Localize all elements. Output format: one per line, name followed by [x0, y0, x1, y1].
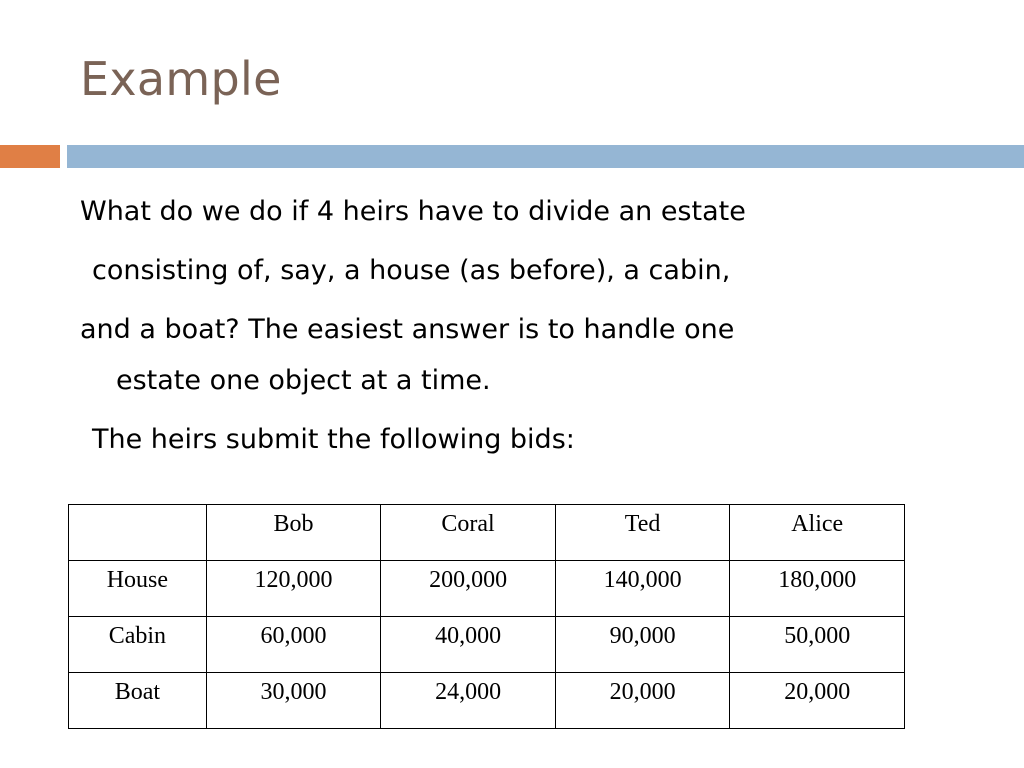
- table-cell: 30,000: [206, 673, 381, 729]
- table-header-row: [69, 505, 905, 561]
- table-row: [69, 617, 905, 673]
- table-cell: 120,000: [206, 561, 381, 617]
- table-cell: 20,000: [730, 673, 905, 729]
- table-header-cell: [69, 505, 207, 561]
- table-cell: 90,000: [555, 617, 730, 673]
- table-cell: 60,000: [206, 617, 381, 673]
- paragraph-line: and a boat? The easiest answer is to handle one: [80, 314, 735, 345]
- paragraph-line: consisting of, say, a house (as before), a cabin,: [92, 255, 731, 286]
- table-cell: 24,000: [381, 673, 556, 729]
- paragraph-line: The heirs submit the following bids:: [92, 424, 575, 455]
- accent-bar-orange: [0, 145, 60, 168]
- slide-title: Example: [80, 52, 282, 106]
- table-row: [69, 673, 905, 729]
- row-label: Boat: [69, 673, 207, 729]
- table-header-cell: Ted: [555, 505, 730, 561]
- table-cell: 40,000: [381, 617, 556, 673]
- table-cell: 200,000: [381, 561, 556, 617]
- accent-bar-blue: [67, 145, 1024, 168]
- table-cell: 180,000: [730, 561, 905, 617]
- table-header-cell: Coral: [381, 505, 556, 561]
- table-cell: 20,000: [555, 673, 730, 729]
- table-cell: 140,000: [555, 561, 730, 617]
- table-cell: 50,000: [730, 617, 905, 673]
- row-label: Cabin: [69, 617, 207, 673]
- table-row: [69, 561, 905, 617]
- bids-table: [68, 504, 905, 729]
- paragraph-line: estate one object at a time.: [116, 365, 491, 396]
- table-header-cell: Bob: [206, 505, 381, 561]
- paragraph-line: What do we do if 4 heirs have to divide an estate: [80, 196, 746, 227]
- row-label: House: [69, 561, 207, 617]
- table-header-cell: Alice: [730, 505, 905, 561]
